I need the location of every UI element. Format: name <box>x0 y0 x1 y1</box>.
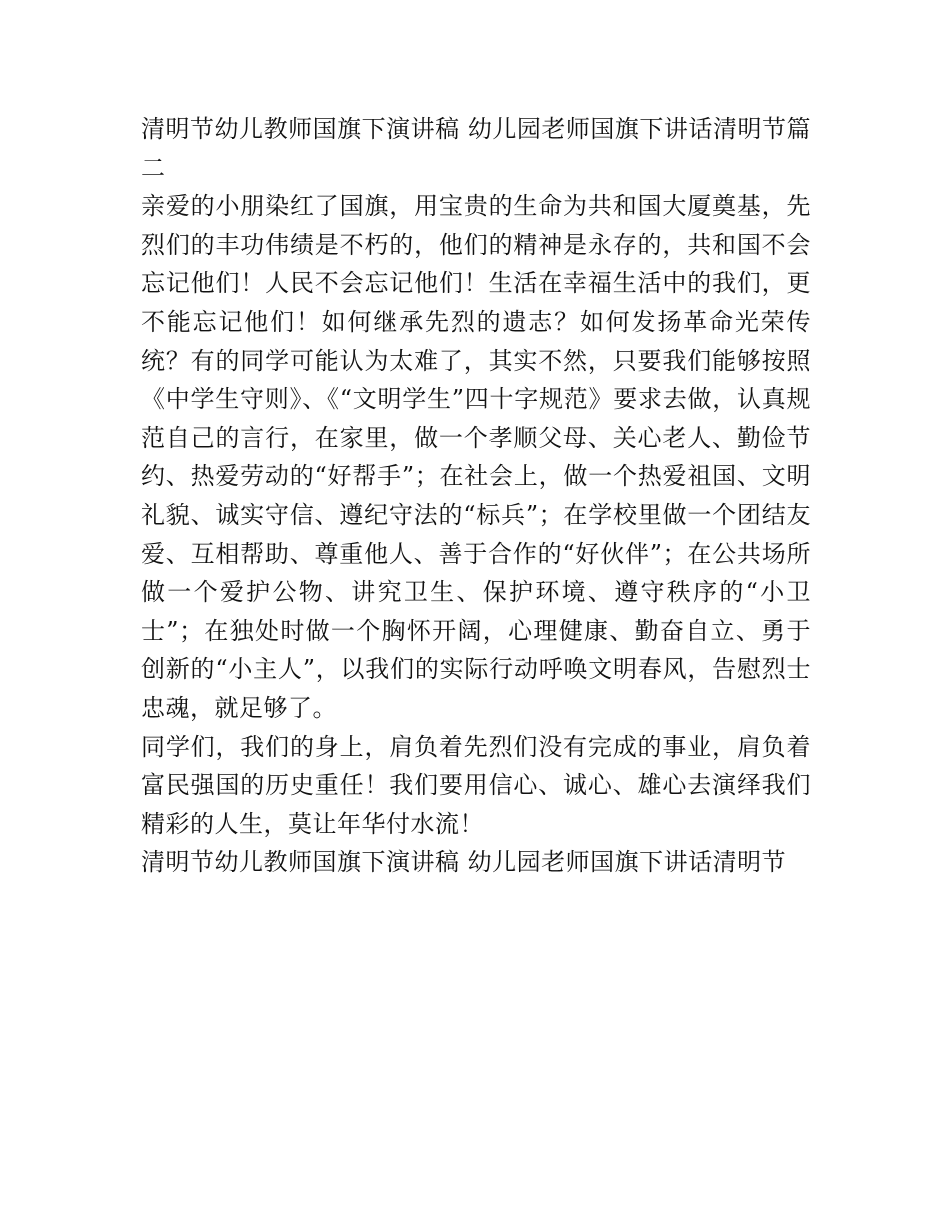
document-body <box>141 110 811 882</box>
paragraph-2: 同学们，我们的身上，肩负着先烈们没有完成的事业，肩负着富民强国的历史重任！我们要用信心、诚心、雄心去演绎我们精彩的人生，莫让年华付水流！ <box>141 732 811 838</box>
paragraph-1: 亲爱的小朋染红了国旗，用宝贵的生命为共和国大厦奠基，先烈们的丰功伟绩是不朽的，他们的精神是永存的，共和国不会忘记他们！人民不会忘记他们！生活在幸福生活中的我们，更不能忘记他们！如何继承先烈的遗志？如何发扬革命光荣传统？有的同学可能认为太难了，其实不然，只要我们能够按照《中学生守则》、《“文明学生”四十字规范》要求去做，认真规范自己的言行，在家里，做一个孝顺父母、关心老人、勤俭节约、热爱劳动的“好帮手”；在社会上，做一个热爱祖国、文明礼貌、诚实守信、遵纪守法的“标兵”；在学校里做一个团结友爱、互相帮助、尊重他人、善于合作的“好伙伴”；在公共场所做一个爱护公物、讲究卫生、保护环境、遵守秩序的“小卫士”；在独处时做一个胸怀开阔，心理健康、勤奋自立、勇于创新的“小主人”，以我们的实际行动呼唤文明春风，告慰烈士忠魂，就足够了。 <box>141 192 811 722</box>
document-title-top: 清明节幼儿教师国旗下演讲稿 幼儿园老师国旗下讲话清明节篇二 <box>141 115 811 182</box>
document-title-bottom: 清明节幼儿教师国旗下演讲稿 幼儿园老师国旗下讲话清明节 <box>141 848 787 877</box>
